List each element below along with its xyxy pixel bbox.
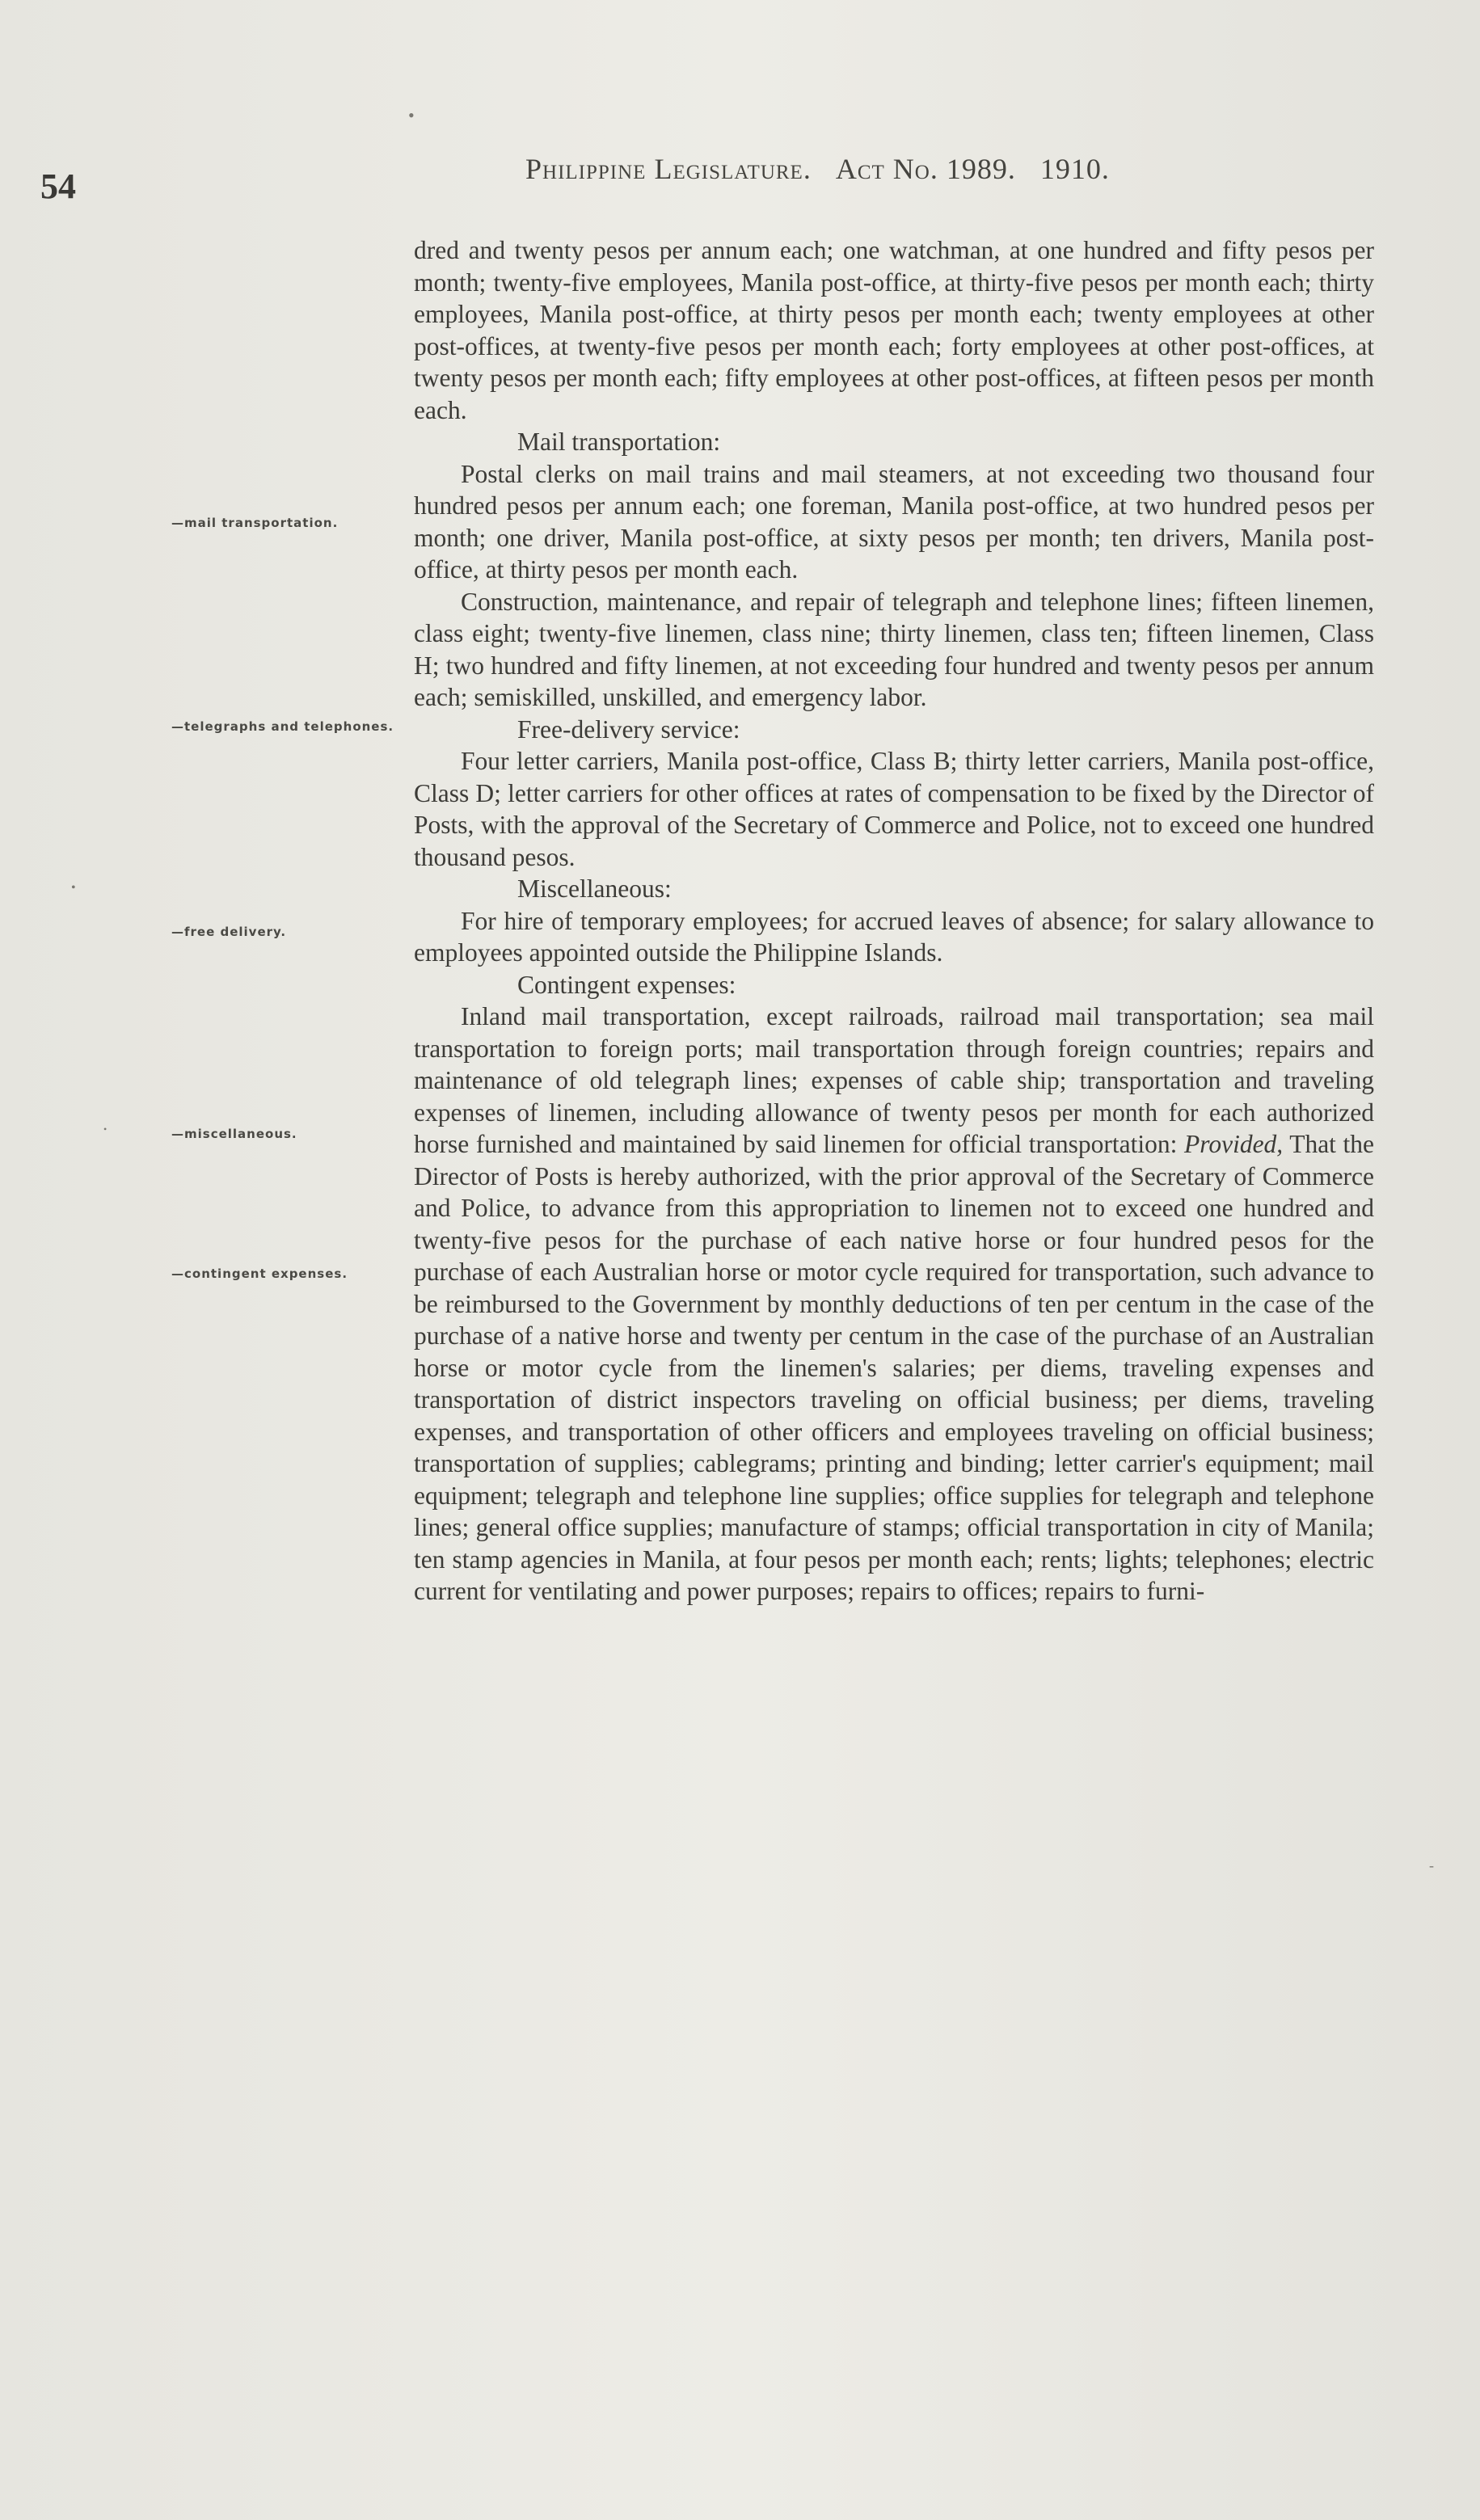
section-heading-miscellaneous: Miscellaneous: — [517, 874, 672, 903]
margin-note-contingent: —contingent expenses. — [171, 1266, 348, 1281]
paragraph-miscellaneous: For hire of temporary employees; for accrued leaves of absence; for salary allowance to employees appointed outside the Philippine Islands. — [414, 906, 1374, 967]
page-number: 54 — [40, 166, 76, 206]
stray-mark: • — [103, 1123, 108, 1135]
margin-note-telegraphs: —telegraphs and telephones. — [171, 719, 394, 734]
running-head-year: 1910. — [1039, 153, 1110, 185]
margin-note-mail-transportation: —mail transportation. — [171, 516, 339, 530]
paragraph-telegraphs: Construction, maintenance, and repair of telegraph and telephone lines; fifteen linemen, class eight; twenty-five linemen, class nine; thirty linemen, class ten; fifteen linemen, Class H; two hundred and fifty linemen, at not exceeding four hundred and twenty pesos per annum each; semiskilled, unskilled, and emergency labor. — [414, 587, 1374, 711]
stray-mark: • — [408, 105, 415, 125]
margin-note-free-delivery: —free delivery. — [171, 925, 287, 939]
stray-mark: - — [1429, 1857, 1434, 1873]
body-text — [414, 234, 1374, 1608]
paragraph-free-delivery: Four letter carriers, Manila post-office, Class B; thirty letter carriers, Manila post-office, Class D; letter carriers for other offices at rates of compensation to be fixed by the Director of Posts, with the approval of the Secretary of Commerce and Police, not to exceed one hundred thousand pesos. — [414, 747, 1374, 871]
section-heading-mail: Mail transportation: — [517, 428, 721, 456]
paragraph-contingent — [414, 1001, 1374, 1608]
running-head-legislature: Philippine Legislature. — [525, 153, 812, 185]
section-heading-contingent: Contingent expenses: — [517, 970, 736, 999]
section-heading-free-delivery: Free-delivery service: — [517, 714, 740, 744]
running-head — [525, 152, 1110, 186]
paragraph-contingent-part-b: That the Director of Posts is hereby authorized, with the prior approval of the Secretary of Commerce and Police, to advance from this appropriation to linemen not to exceed one hundred and twenty-five pesos for the purchase of each native horse or four hundred pesos for the purchase of each Australian horse or motor cycle required for transportation, such advance to be reimbursed to the Government by monthly deductions of ten per centum in the case of the purchase of a native horse and twenty per centum in the case of the purchase of an Australian horse or motor cycle from the linemen's salaries; per diems, traveling expenses and transportation of district inspectors traveling on official business; per diems, traveling expenses, and transportation of other officers and employees traveling on official business; transportation of supplies; cablegrams; printing and binding; letter carrier's equipment; mail equipment; telegraph and telephone line supplies; office supplies for telegraph and telephone lines; general office supplies; manufacture of stamps; official transportation in city of Manila; ten stamp agencies in Manila, at four pesos per month each; rents; lights; telephones; electric current for ventilating and power purposes; repairs to offices; repairs to furni- — [414, 1130, 1374, 1605]
running-head-act: Act No. 1989. — [835, 153, 1016, 185]
paragraph-mail: Postal clerks on mail trains and mail steamers, at not exceeding two thousand four hundred pesos per annum each; one foreman, Manila post-office, at two hundred pesos per month; one driver, Manila post-office, at sixty pesos per month; ten drivers, Manila post-office, at thirty pesos per month each. — [414, 459, 1374, 584]
paragraph-continuation: dred and twenty pesos per annum each; one watchman, at one hundred and fifty pesos per month; twenty-five employees, Manila post-office, at thirty-five pesos per month each; thirty employees, Manila post-office, at thirty pesos per month each; twenty employees at other post-offices, at twenty-five pesos per month each; forty employees at other post-offices, at twenty pesos per month each; fifty employees at other post-offices, at fifteen pesos per month each. — [414, 236, 1374, 424]
margin-note-miscellaneous: —miscellaneous. — [171, 1127, 297, 1141]
paragraph-contingent-part-a: Inland mail transportation, except railroads, railroad mail transportation; sea mail transportation to foreign ports; mail transportation through foreign countries; repairs and maintenance of old telegraph lines; expenses of cable ship; transportation and traveling expenses of linemen, including allowance of twenty pesos per month for each authorized horse furnished and maintained by said linemen for official transportation: — [414, 1002, 1374, 1158]
proviso-word: Provided, — [1184, 1130, 1284, 1158]
stray-mark: • — [71, 881, 76, 895]
